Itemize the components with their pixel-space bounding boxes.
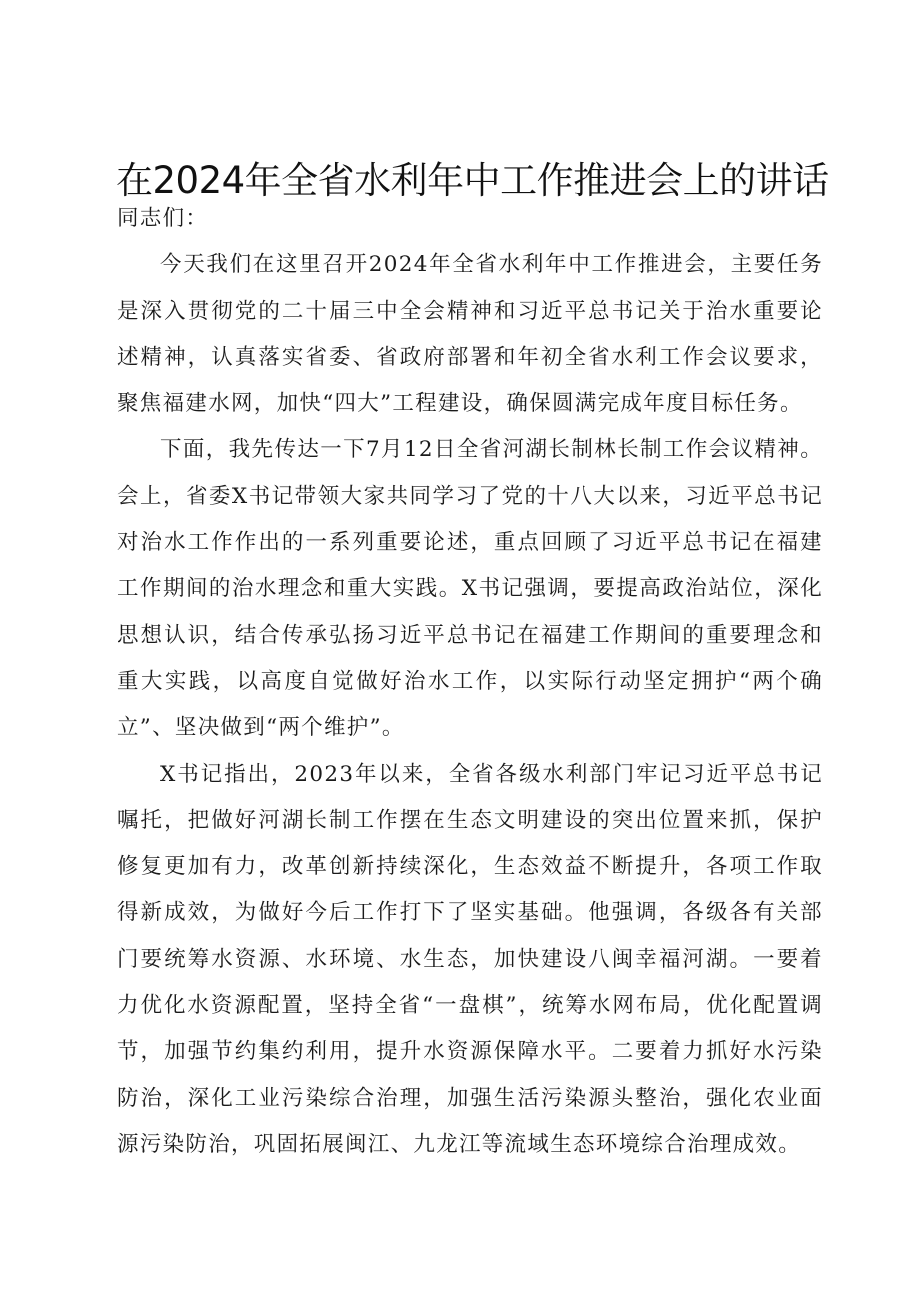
salutation: 同志们： bbox=[117, 206, 209, 231]
paragraph-3: X书记指出，2023年以来，全省各级水利部门牢记习近平总书记嘱托，把做好河湖长制工作摆在生态文明建设的突出位置来抓，保护修复更加有力，改革创新持续深化，生态效益不断提升，各项工作取得新成效，为做好今后工作打下了坚实基础。他强调，各级各有关部门要统筹水资源、水环境、水生态，加快建设八闽幸福河湖。一要着力优化水资源配置，坚持全省“一盘棋”，统筹水网布局，优化配置调节，加强节约集约利用，提升水资源保障水平。二要着力抓好水污染防治，深化工业污染综合治理，加强生活污染源头整治，强化农业面源污染防治，巩固拓展闽江、九龙江等流域生态环境综合治理成效。 bbox=[117, 761, 823, 1157]
paragraph-1: 今天我们在这里召开2024年全省水利年中工作推进会，主要任务是深入贯彻党的二十届三中全会精神和习近平总书记关于治水重要论述精神，认真落实省委、省政府部署和年初全省水利工作会议要求，聚焦福建水网，加快“四大”工程建设，确保圆满完成年度目标任务。 bbox=[117, 252, 823, 417]
document-title: 在2024年全省水利年中工作推进会上的讲话 bbox=[116, 159, 829, 202]
paragraph-2: 下面，我先传达一下7月12日全省河湖长制林长制工作会议精神。会上，省委X书记带领大家共同学习了党的十八大以来，习近平总书记对治水工作作出的一系列重要论述，重点回顾了习近平总书记在福建工作期间的治水理念和重大实践。X书记强调，要提高政治站位，深化思想认识，结合传承弘扬习近平总书记在福建工作期间的重要理念和重大实践，以高度自觉做好治水工作，以实际行动坚定拥护“两个确立”、坚决做到“两个维护”。 bbox=[117, 437, 823, 741]
document-body bbox=[117, 196, 823, 1168]
